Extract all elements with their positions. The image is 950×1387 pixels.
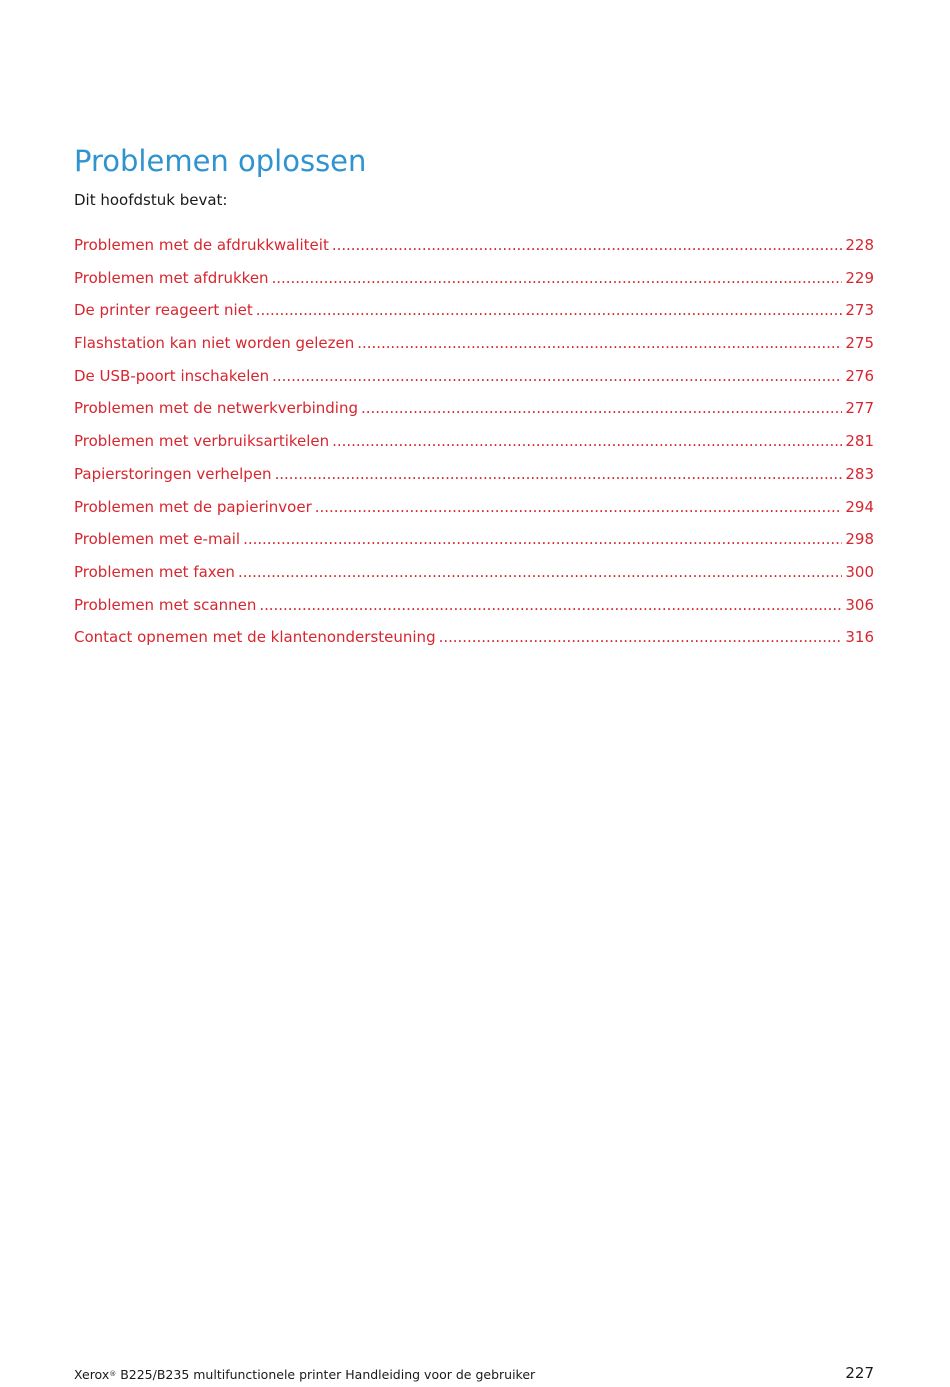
toc-entry-title: De printer reageert niet [74, 301, 253, 320]
toc-entry-printing[interactable] [74, 267, 874, 300]
toc-entry-title: Problemen met de netwerkverbinding [74, 399, 358, 418]
toc-page-number: 277 [845, 399, 874, 418]
toc-page-number: 228 [845, 236, 874, 254]
toc-dot-leader [272, 267, 843, 289]
footer-document-title [74, 1366, 535, 1384]
toc-entry-title: Problemen met de papierinvoer [74, 497, 312, 516]
toc-page-number: 300 [845, 562, 874, 581]
toc-page-number: 273 [845, 301, 874, 320]
toc-entry-supplies[interactable] [74, 430, 874, 463]
toc-entry-title: Contact opnemen met de klantenondersteuning [74, 628, 436, 647]
toc-entry-email[interactable] [74, 528, 874, 561]
toc-entry-title: Problemen met afdrukken [74, 268, 269, 287]
chapter-intro: Dit hoofdstuk bevat: [74, 191, 228, 209]
page-title: Problemen oplossen [74, 144, 367, 178]
toc-entry-title: Flashstation kan niet worden gelezen [74, 334, 355, 353]
footer-page-number: 227 [845, 1364, 874, 1382]
toc-page-number: 306 [845, 595, 874, 614]
toc-page-number: 275 [845, 334, 874, 353]
toc-entry-paper-jams[interactable] [74, 463, 874, 496]
toc-dot-leader [243, 528, 842, 550]
toc-entry-fax[interactable] [74, 561, 874, 594]
toc-entry-network[interactable] [74, 397, 874, 430]
toc-dot-leader [256, 299, 843, 321]
toc-page-number: 298 [845, 530, 874, 549]
toc-dot-leader [259, 594, 842, 616]
toc-entry-title: De USB-poort inschakelen [74, 366, 270, 385]
toc-dot-leader [315, 496, 843, 518]
toc-entry-customer-support[interactable] [74, 626, 874, 659]
toc-entry-title: Problemen met scannen [74, 595, 257, 614]
toc-entry-title: Papierstoringen verhelpen [74, 464, 272, 483]
toc-entry-title: Problemen met verbruiksartikelen [74, 432, 330, 451]
toc-entry-scan[interactable] [74, 594, 874, 627]
toc-entry-flash-drive[interactable] [74, 332, 874, 365]
toc-dot-leader [361, 397, 842, 419]
toc-page-number: 276 [845, 366, 874, 385]
toc-entry-title: Problemen met e-mail [74, 530, 241, 549]
toc-page-number: 294 [845, 497, 874, 516]
toc-dot-leader [357, 332, 842, 354]
footer-document-name: B225/B235 multifunctionele printer Handleiding voor de gebruiker [116, 1367, 536, 1382]
toc-entry-usb-port[interactable] [74, 365, 874, 398]
toc-entry-title: Problemen met faxen [74, 562, 235, 581]
toc-dot-leader [275, 463, 843, 485]
toc-entry-print-quality[interactable] [74, 234, 874, 267]
footer-brand: Xerox [74, 1367, 110, 1382]
toc-entry-printer-not-responding[interactable] [74, 299, 874, 332]
table-of-contents [74, 234, 874, 659]
toc-page-number: 283 [845, 464, 874, 483]
toc-entry-title: Problemen met de afdrukkwaliteit [74, 236, 329, 254]
toc-entry-paper-feed[interactable] [74, 496, 874, 529]
toc-dot-leader [332, 234, 843, 256]
toc-dot-leader [238, 561, 842, 583]
toc-dot-leader [439, 626, 843, 648]
toc-dot-leader [272, 365, 842, 387]
toc-page-number: 316 [845, 628, 874, 647]
trademark-symbol: ® [109, 1370, 117, 1378]
toc-dot-leader [332, 430, 842, 452]
toc-page-number: 229 [845, 268, 874, 287]
toc-page-number: 281 [845, 432, 874, 451]
